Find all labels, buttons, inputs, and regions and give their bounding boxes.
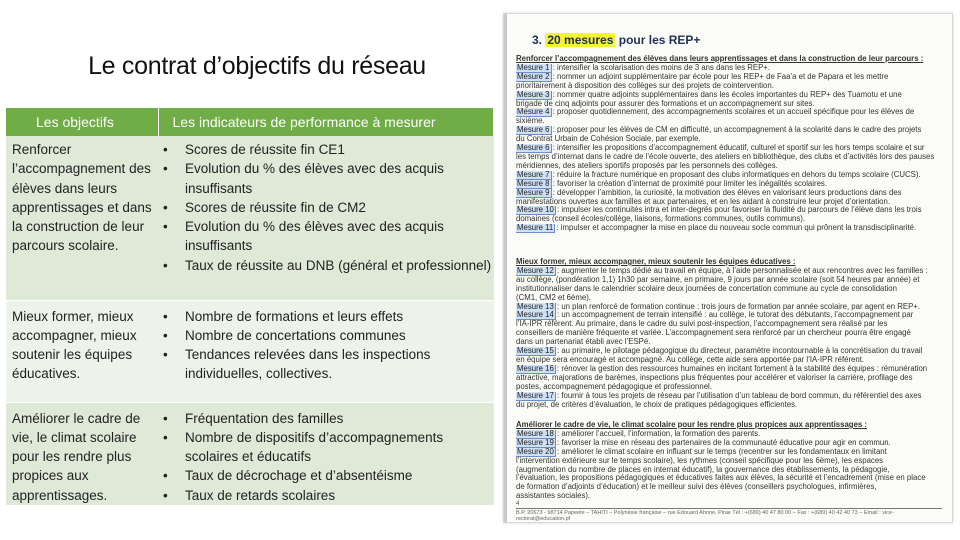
measure-line: [516, 483, 944, 492]
measure-line: [516, 365, 944, 374]
measure-line: [516, 135, 944, 144]
document-scan: [503, 13, 953, 523]
measure-text: l’IA-IPR référent. Au primaire, dans le cadre du suivi post-inspection, l’accompagnement sera réalisé par les: [516, 320, 888, 329]
measure-text: : impulser les continuités intra et inter-degrés pour favoriser la fluidité du parcours de l’élève dans les trois: [557, 206, 922, 215]
measure-line: [516, 206, 944, 215]
document-section-3: [516, 421, 944, 501]
measure-text: : proposer pour les élèves de CM en difficulté, un accompagnement à la scolarité dans le cadre des projets: [552, 126, 922, 135]
measure-line: [516, 117, 944, 126]
measure-line: [516, 311, 944, 320]
measure-line: [516, 303, 944, 312]
measure-line: [516, 215, 944, 224]
measure-text: au collège, (pondération 1,1) 1h30 par semaine, en primaire, 9 jours par année scolaire (soit 54 heures par année) et: [516, 275, 920, 284]
header-objectives: Les objectifs: [6, 108, 158, 136]
measure-tag: Mesure 18: [517, 429, 554, 438]
measure-line: [516, 285, 944, 294]
objective-cell: Mieux former, mieux accompagner, mieux soutenir les équipes éducatives.: [6, 300, 158, 402]
indicators-cell: [158, 136, 494, 300]
header-indicators: Les indicateurs de performance à mesurer: [158, 108, 494, 136]
measure-text: : rénover la gestion des ressources humaines en incitant fortement à la stabilité des équipes : rémunération: [557, 364, 928, 373]
measure-tag: Mesure 15: [517, 347, 554, 356]
measure-line: [516, 492, 944, 501]
measure-text: : réduire la fracture numérique en proposant des clubs informatiques en dehors du temps scolaire (CUCS).: [552, 170, 921, 179]
measure-line: [516, 457, 944, 466]
measure-line: [516, 198, 944, 207]
measure-text: attractive, majorations de barèmes, inspections plus fréquentes pour accélérer et valoriser la carrière, profilage des: [516, 373, 913, 382]
measure-line: [516, 294, 944, 303]
indicator-item: • Scores de réussite fin de CM2: [158, 198, 494, 217]
indicator-item: • Taux de décrochage et d’absentéisme: [158, 466, 494, 485]
measure-text: postes, accompagnement pédagogique et professionnel.: [516, 382, 712, 391]
section-title: Renforcer l’accompagnement des élèves dans leurs apprentissages et dans la construction de leur parcours :: [516, 54, 924, 63]
indicator-list: [158, 409, 494, 505]
indicator-item: • Taux de retards scolaires: [158, 486, 494, 505]
indicator-item: • Taux de réussite au DNB (général et professionnel): [158, 256, 494, 275]
measure-tag: Mesure 9: [517, 188, 550, 197]
indicator-list: [158, 307, 494, 384]
measure-line: [516, 108, 944, 117]
measure-line: [516, 338, 944, 347]
measure-text: l’évaluation, les propositions pédagogiques et éducatives faites aux élèves, la sécurité et l’encadrement (mise en place: [516, 474, 926, 483]
measure-tag: Mesure 20: [517, 447, 554, 456]
measure-list: [516, 430, 944, 501]
measure-line: [516, 383, 944, 392]
measure-tag: Mesure 17: [517, 391, 554, 400]
indicator-item: • Evolution du % des élèves avec des acquis insuffisants: [158, 159, 494, 198]
heading-number: 3.: [532, 33, 543, 47]
indicators-cell: [158, 402, 494, 505]
measure-tag: Mesure 6: [517, 144, 550, 153]
measure-line: [516, 144, 944, 153]
indicator-item: • Nombre de formations et leurs effets: [158, 307, 494, 326]
measure-tag: Mesure 16: [517, 364, 554, 373]
measure-text: : améliorer l’accueil, l’information, la formation des parents.: [557, 429, 761, 438]
measure-line: [516, 171, 944, 180]
measure-tag: Mesure 6: [517, 126, 550, 135]
heading-highlight: 20 mesures: [547, 33, 614, 47]
measure-text: assistantes sociales).: [516, 492, 591, 501]
measure-line: [516, 392, 944, 401]
measure-text: : intensifier les propositions d’accompagnement éducatif, culturel et sportif sur les hors temps scolaire et sur: [552, 144, 925, 153]
section-title: Mieux former, mieux accompagner, mieux soutenir les équipes éducatives :: [516, 257, 796, 266]
objectives-table: [6, 108, 494, 506]
measure-text: : améliorer le climat scolaire en influant sur le temps (recentrer sur les fondamentaux en limitant: [557, 447, 887, 456]
measure-text: : impulser et accompagner la mise en place du nouveau socle commun qui prônent la transdisciplinarité.: [556, 224, 917, 233]
measure-line: [516, 91, 944, 100]
measure-tag: Mesure 7: [517, 170, 550, 179]
measure-tag: Mesure 14: [517, 311, 554, 320]
measure-line: [516, 162, 944, 171]
measure-text: : intensifier la scolarisation des moins de 3 ans dans les REP+.: [552, 63, 771, 72]
document-heading: [532, 33, 700, 47]
measure-line: [516, 430, 944, 439]
measure-tag: Mesure 8: [517, 179, 550, 188]
measure-tag: Mesure 19: [517, 438, 554, 447]
document-section-1: [516, 55, 944, 233]
objective-cell: Améliorer le cadre de vie, le climat scolaire pour les rendre plus propices aux apprentissages.: [6, 402, 158, 505]
measure-text: en équipe sera encouragé et accompagné. Au collège, cette aide sera apportée par l’IA-IPR référent.: [516, 355, 865, 364]
measure-line: [516, 466, 944, 475]
measure-text: l’intervention extérieure sur le temps scolaire), les rythmes (conseil spécifique pour les 6ème), les espaces: [516, 456, 884, 465]
measure-list: [516, 267, 944, 410]
indicators-cell: [158, 300, 494, 402]
measure-text: du projet, de critères d’évaluation, le choix de pratiques pédagogiques efficientes.: [516, 400, 798, 409]
measure-line: [516, 180, 944, 189]
indicator-item: • Nombre de dispositifs d’accompagnements scolaires et éducatifs: [158, 428, 494, 467]
indicator-item: • Evolution du % des élèves avec des acquis insuffisants: [158, 217, 494, 256]
indicator-item: • Tendances relevées dans les inspections individuelles, collectives.: [158, 345, 494, 384]
measure-line: [516, 276, 944, 285]
measure-text: : favoriser la création d’internat de proximité pour limiter les inégalités scolaires.: [552, 179, 827, 188]
measure-line: [516, 73, 944, 82]
measure-line: [516, 100, 944, 109]
measure-text: (CM1, CM2 et 6ème).: [516, 293, 591, 302]
measure-text: (augmentation du nombre de places en internat éducatif), la gouvernance des établissements, la pédagogie,: [516, 465, 890, 474]
measure-text: brigade de cinq adjoints pour assurer des formations et un accompagnement sur sites.: [516, 99, 815, 108]
measure-line: [516, 224, 944, 233]
measure-text: sixième.: [516, 117, 545, 126]
measure-line: [516, 448, 944, 457]
measure-line: [516, 329, 944, 338]
measure-tag: Mesure 1: [517, 63, 550, 72]
slide-title: Le contrat d’objectifs du réseau: [88, 52, 426, 80]
measure-line: [516, 401, 944, 410]
measure-line: [516, 82, 944, 91]
measure-text: dans un partenariat établi avec l’ESPé.: [516, 338, 651, 347]
measure-tag: Mesure 11: [517, 224, 554, 233]
indicator-list: [158, 140, 494, 275]
measure-text: : un accompagnement de terrain intensifié : au collège, le tutorat des débutants, l’accompagnement par: [557, 311, 914, 320]
section-title: Améliorer le cadre de vie, le climat scolaire pour les rendre plus propices aux apprentissages :: [516, 420, 868, 429]
table-row: [6, 300, 494, 402]
measure-text: prioritairement à disposition des collèges sur des projets de cointervention.: [516, 81, 774, 90]
measure-line: [516, 356, 944, 365]
measure-text: domaines (conseil écoles/collège, liaisons, formations communes, outils communs).: [516, 215, 806, 224]
document-section-2: [516, 258, 944, 409]
measure-text: : développer l’ambition, la curiosité, la motivation des élèves en valorisant leurs productions dans des: [552, 188, 902, 197]
objective-cell: Renforcer l’accompagnement des élèves dans leurs apprentissages et dans la construction de leur parcours scolaire.: [6, 136, 158, 300]
measure-list: [516, 64, 944, 233]
document-edge: [504, 14, 507, 522]
heading-suffix: pour les REP+: [618, 33, 701, 47]
measure-line: [516, 189, 944, 198]
measure-line: [516, 320, 944, 329]
table-row: [6, 402, 494, 505]
measure-tag: Mesure 3: [517, 90, 550, 99]
measure-text: : favoriser la mise en réseau des partenaires de la communauté éducative pour agir en commun.: [557, 438, 891, 447]
measure-tag: Mesure 10: [517, 206, 554, 215]
measure-text: les temps d’internat dans le cadre de l’école ouverte, des ateliers en bibliothèque, des clubs et d’activités lors des pauses: [516, 152, 935, 161]
measure-text: conseillers de manière fréquente et variée. L’accompagnement sera renforcé par un chercheur pourra être engagé: [516, 329, 911, 338]
measure-tag: Mesure 2: [517, 72, 550, 81]
indicator-item: • Scores de réussite fin CE1: [158, 140, 494, 159]
measure-text: : un plan renforcé de formation continue : trois jours de formation par année scolaire, par agent en REP+.: [557, 302, 920, 311]
page-number: 4: [516, 501, 520, 507]
measure-line: [516, 153, 944, 162]
indicator-item: • Fréquentation des familles: [158, 409, 494, 428]
document-footer: B.P. 20673 - 98714 Papeete – TAHITI – Polynésie française – rue Edouard Ahnne, Pirae Tél : +(689) 40 47 80 00 – Fax : +(689) 40 42 40 73 – Email : vice-rectorat@education.pf: [516, 508, 942, 522]
measure-text: institutionnaliser dans le calendrier scolaire deux journées de concertation commune au cycle de consolidation: [516, 284, 897, 293]
measure-line: [516, 267, 944, 276]
measure-tag: Mesure 13: [517, 302, 554, 311]
measure-line: [516, 126, 944, 135]
measure-line: [516, 474, 944, 483]
measure-text: : fournir à tous les projets de réseau par l’utilisation d’un tableau de bord commun, du référentiel des axes: [557, 391, 922, 400]
measure-text: : nommer quatre adjoints supplémentaires dans les écoles importantes du REP+ des Tuamotu et une: [552, 90, 902, 99]
measure-tag: Mesure 12: [517, 266, 554, 275]
measure-text: : augmenter le temps dédié au travail en équipe, à l’aide personnalisée et aux rencontres avec les familles :: [557, 266, 928, 275]
measure-text: méridiennes, des ateliers sportifs proposés par les personnels des collèges.: [516, 161, 778, 170]
measure-line: [516, 374, 944, 383]
measure-text: de formation d’adjoints d’éducation) et le meilleur suivi des élèves (conseillers psychologues, infirmières,: [516, 483, 877, 492]
measure-text: : au primaire, le pilotage pédagogique du directeur, paramètre incontournable à la concrétisation du travail: [557, 347, 923, 356]
table-header-row: [6, 108, 494, 136]
measure-text: : nommer un adjoint supplémentaire par école pour les REP+ de Faa’a et de Papara et les mettre: [552, 72, 889, 81]
measure-line: [516, 439, 944, 448]
measure-text: : proposer quotidiennement, des accompagnements scolaires et un accueil spécifique pour les élèves de: [552, 108, 915, 117]
measure-text: manifestations ouvertes aux familles et aux partenaires, et en les aidant à construire leur projet d’orientation.: [516, 197, 891, 206]
measure-text: du Contrat Urbain de Cohésion Sociale, par exemple.: [516, 135, 701, 144]
table-row: [6, 136, 494, 300]
measure-tag: Mesure 4: [517, 108, 550, 117]
measure-line: [516, 347, 944, 356]
measure-line: [516, 64, 944, 73]
indicator-item: • Nombre de concertations communes: [158, 326, 494, 345]
